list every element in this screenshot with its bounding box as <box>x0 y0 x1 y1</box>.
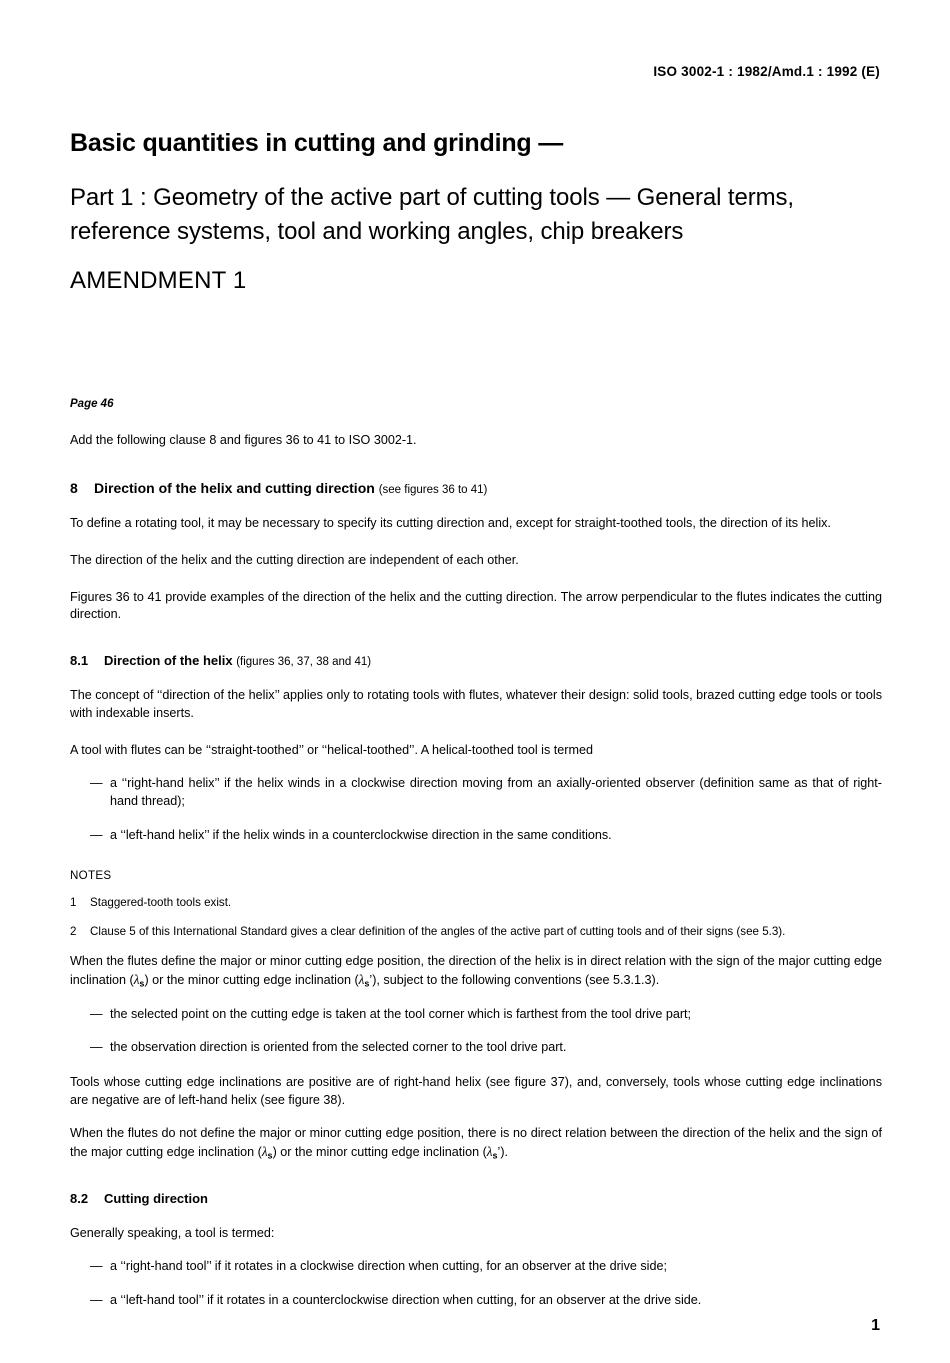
page-number: 1 <box>871 1317 880 1334</box>
paragraph-segment: ). <box>500 1144 509 1159</box>
list-item-text: the observation direction is oriented from the selected corner to the tool drive part. <box>110 1040 567 1055</box>
dash-bullet-icon: — <box>90 827 103 842</box>
note-number: 2 <box>70 924 77 938</box>
notes-heading: NOTES <box>70 868 112 882</box>
paragraph-segment: ), subject to the following conventions (see 5.3.1.3). <box>372 973 660 988</box>
clause-8-1-paragraph-4: Tools whose cutting edge inclinations are positive are of right-hand helix (see figure 37), and, conversely, tools whose cutting edge inclinations are negative are of left-hand helix (see figure 38). <box>70 1075 882 1108</box>
clause-8-paragraph-1: To define a rotating tool, it may be necessary to specify its cutting direction and, except for straight-toothed tools, the direction of its helix. <box>70 515 831 530</box>
page-title: Basic quantities in cutting and grinding — <box>70 129 564 157</box>
list-item-text: a ‘‘right-hand tool’’ if it rotates in a clockwise direction when cutting, for an observer at the drive side; <box>110 1258 667 1273</box>
lambda-subscript: s <box>364 978 370 989</box>
clause-8-1-paragraph-3 <box>70 953 882 990</box>
note-text: Clause 5 of this International Standard gives a clear definition of the angles of the active part of cutting tools and of their signs (see 5.3). <box>90 924 786 938</box>
note-item <box>70 924 882 940</box>
list-item-text: a ‘‘right-hand helix’’ if the helix winds in a clockwise direction moving from an axially-oriented observer (definition same as that of right-hand thread); <box>110 775 882 808</box>
lambda-symbol: λ <box>261 1143 268 1159</box>
clause-8-2-number: 8.2 <box>70 1191 89 1207</box>
clause-8-heading <box>70 479 882 498</box>
paragraph-segment: When the flutes do not define the major or minor cutting edge position, there is no direct relation between the direction of the helix and the sign of the major cutting edge inclination ( <box>70 1126 882 1159</box>
lambda-subscript: s <box>139 978 145 989</box>
prime-symbol: ’ <box>497 1144 501 1159</box>
note-number: 1 <box>70 895 77 909</box>
dash-bullet-icon: — <box>90 1292 103 1307</box>
clause-8-1-paragraph-2: A tool with flutes can be ‘‘straight-toothed’’ or ‘‘helical-toothed’’. A helical-toothed tool is termed <box>70 743 593 757</box>
clause-8-1-title: Direction of the helix <box>104 653 233 669</box>
intro-paragraph: Add the following clause 8 and figures 36 to 41 to ISO 3002-1. <box>70 433 417 447</box>
document-body <box>70 398 882 1327</box>
lambda-symbol: λ <box>358 972 365 988</box>
amendment-label: AMENDMENT 1 <box>70 266 247 294</box>
clause-8-annotation: (see figures 36 to 41) <box>378 483 488 496</box>
list-item-text: a ‘‘left-hand helix’’ if the helix winds in a counterclockwise direction in the same conditions. <box>110 827 612 842</box>
lambda-subscript: s <box>267 1150 273 1161</box>
clause-8-1-paragraph-5 <box>70 1125 882 1162</box>
clause-8-1-heading <box>70 653 882 670</box>
clause-8-1-paragraph-1: The concept of ‘‘direction of the helix’’ applies only to rotating tools with flutes, whatever their design: solid tools, brazed cutting edge tools or tools with indexable inserts. <box>70 688 882 721</box>
clause-8-1-annotation: (figures 36, 37, 38 and 41) <box>236 656 372 669</box>
clause-8-2-paragraph-1: Generally speaking, a tool is termed: <box>70 1226 275 1241</box>
clause-8-2-title: Cutting direction <box>104 1191 208 1207</box>
clause-8-paragraph-2: The direction of the helix and the cutting direction are independent of each other. <box>70 552 519 567</box>
list-item <box>70 1292 882 1310</box>
paragraph-segment: When the flutes define the major or minor cutting edge position, the direction of the helix is in direct relation with the sign of the major cutting edge inclination ( <box>70 954 882 988</box>
prime-symbol: ’ <box>369 973 373 988</box>
lambda-symbol: λ <box>133 972 140 988</box>
list-item <box>70 775 882 811</box>
page-reference-label: Page 46 <box>70 398 114 410</box>
lambda-subscript: s <box>492 1150 498 1161</box>
paragraph-segment: ) or the minor cutting edge inclination ( <box>272 1144 487 1159</box>
clause-8-1-number: 8.1 <box>70 653 89 669</box>
convention-list <box>70 1006 882 1058</box>
document-header-reference: ISO 3002-1 : 1982/Amd.1 : 1992 (E) <box>653 64 880 79</box>
list-item <box>70 1006 882 1024</box>
note-text: Staggered-tooth tools exist. <box>90 895 232 909</box>
list-item-text: the selected point on the cutting edge is taken at the tool corner which is farthest from the tool drive part; <box>110 1006 692 1021</box>
paragraph-segment: ) or the minor cutting edge inclination ( <box>144 973 359 988</box>
page-subtitle: Part 1 : Geometry of the active part of cutting tools — General terms, reference systems, tool and working angles, chip breakers <box>70 183 794 245</box>
dash-bullet-icon: — <box>90 1040 103 1055</box>
clause-8-title: Direction of the helix and cutting direction <box>94 479 375 496</box>
clause-8-paragraph-3: Figures 36 to 41 provide examples of the direction of the helix and the cutting direction. The arrow perpendicular to the flutes indicates the cutting direction. <box>70 589 882 622</box>
helix-definition-list <box>70 775 882 845</box>
clause-8-2-heading <box>70 1191 882 1208</box>
list-item <box>70 1039 882 1057</box>
dash-bullet-icon: — <box>90 1258 103 1273</box>
list-item <box>70 1258 882 1276</box>
list-item <box>70 827 882 845</box>
cutting-direction-list <box>70 1258 882 1310</box>
dash-bullet-icon: — <box>90 775 103 790</box>
list-item-text: a ‘‘left-hand tool’’ if it rotates in a counterclockwise direction when cutting, for an observer at the drive side. <box>110 1292 702 1307</box>
lambda-symbol: λ <box>486 1143 493 1159</box>
dash-bullet-icon: — <box>90 1006 103 1021</box>
clause-8-number: 8 <box>70 479 78 496</box>
note-item <box>70 895 882 911</box>
title-block <box>70 129 890 295</box>
